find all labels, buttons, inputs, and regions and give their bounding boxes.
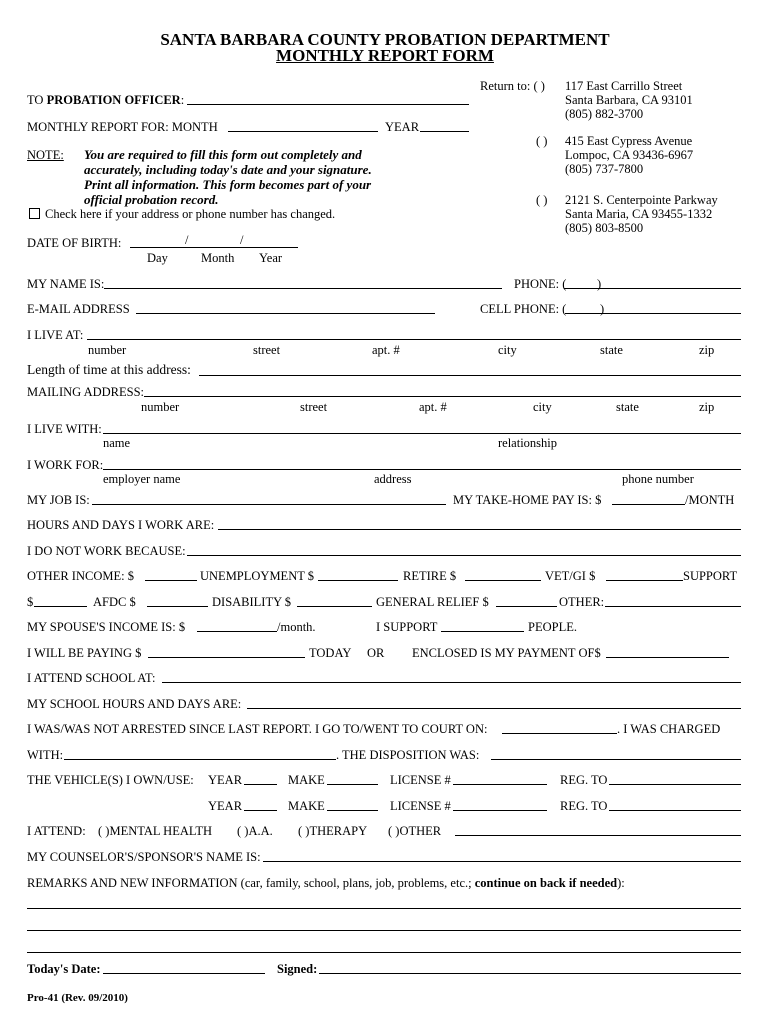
dob-field[interactable] bbox=[130, 247, 298, 248]
vehicle2-license-label: LICENSE # bbox=[390, 799, 451, 813]
retire-label: RETIRE $ bbox=[403, 569, 457, 583]
live-with-name: name bbox=[103, 436, 131, 450]
cell-field[interactable] bbox=[565, 313, 741, 314]
vehicle2-reg-label: REG. TO bbox=[560, 799, 608, 813]
office-checkbox-santa-maria[interactable]: ( ) bbox=[536, 193, 548, 207]
signature-field[interactable] bbox=[319, 973, 741, 974]
phone-label: PHONE: ( bbox=[514, 277, 567, 291]
year-label: YEAR bbox=[385, 120, 420, 134]
live-with-label: I LIVE WITH: bbox=[27, 422, 102, 436]
vehicle1-year-field[interactable] bbox=[244, 784, 277, 785]
vetgi-label: VET/GI $ bbox=[545, 569, 596, 583]
dob-slash-1: / bbox=[185, 233, 189, 247]
live-with-relationship: relationship bbox=[498, 436, 558, 450]
vehicle2-make-label: MAKE bbox=[288, 799, 325, 813]
form-number: Pro-41 (Rev. 09/2010) bbox=[27, 992, 128, 1004]
phone-field[interactable] bbox=[564, 288, 741, 289]
charge-field[interactable] bbox=[64, 759, 336, 760]
office-santa-maria: 2121 S. Centerpointe Parkway Santa Maria, CA 93455-1332 (805) 803-8500 bbox=[565, 193, 718, 235]
addr-apt: apt. # bbox=[372, 343, 400, 357]
charged-label: . I WAS CHARGED bbox=[617, 722, 721, 736]
dob-label: DATE OF BIRTH: bbox=[27, 236, 122, 250]
other-income-field[interactable] bbox=[145, 580, 197, 581]
note-label: NOTE: bbox=[27, 148, 64, 162]
name-label: MY NAME IS: bbox=[27, 277, 105, 291]
with-label: WITH: bbox=[27, 748, 64, 762]
hours-field[interactable] bbox=[218, 529, 741, 530]
general-relief-label: GENERAL RELIEF $ bbox=[376, 595, 489, 609]
general-relief-field[interactable] bbox=[496, 606, 557, 607]
job-field[interactable] bbox=[92, 504, 446, 505]
remarks-label: REMARKS AND NEW INFORMATION (car, family, school, plans, job, problems, etc.; continue on back if needed): bbox=[27, 876, 625, 890]
unemployment-label: UNEMPLOYMENT $ bbox=[200, 569, 315, 583]
vehicle2-year-label: YEAR bbox=[208, 799, 243, 813]
office-santa-barbara: 117 East Carrillo Street Santa Barbara, CA 93101 (805) 882-3700 bbox=[565, 79, 693, 121]
vehicle2-license-field[interactable] bbox=[453, 810, 547, 811]
enclosed-label: ENCLOSED IS MY PAYMENT OF$ bbox=[412, 646, 601, 660]
year-field[interactable] bbox=[420, 131, 469, 132]
not-work-field[interactable] bbox=[187, 555, 741, 556]
support-amount-field[interactable] bbox=[34, 606, 87, 607]
addr-city: city bbox=[498, 343, 517, 357]
disposition-field[interactable] bbox=[491, 759, 741, 760]
today-date-field[interactable] bbox=[103, 973, 265, 974]
paying-field[interactable] bbox=[148, 657, 305, 658]
to-officer-label: TO PROBATION OFFICER: bbox=[27, 93, 185, 107]
mail-apt: apt. # bbox=[419, 400, 447, 414]
hours-label: HOURS AND DAYS I WORK ARE: bbox=[27, 518, 215, 532]
dob-day: Day bbox=[147, 251, 168, 265]
not-work-label: I DO NOT WORK BECAUSE: bbox=[27, 544, 186, 558]
school-label: I ATTEND SCHOOL AT: bbox=[27, 671, 156, 685]
work-for-label: I WORK FOR: bbox=[27, 458, 104, 472]
spouse-label: MY SPOUSE'S INCOME IS: $ bbox=[27, 620, 186, 634]
other-option[interactable]: ( )OTHER bbox=[388, 824, 442, 838]
other-field[interactable] bbox=[605, 606, 741, 607]
per-month: /month. bbox=[277, 620, 316, 634]
job-label: MY JOB IS: bbox=[27, 493, 90, 507]
aa-option[interactable]: ( )A.A. bbox=[237, 824, 273, 838]
address-changed-checkbox[interactable] bbox=[29, 208, 40, 219]
court-date-field[interactable] bbox=[502, 733, 617, 734]
form-subtitle: MONTHLY REPORT FORM bbox=[276, 46, 494, 65]
unemployment-field[interactable] bbox=[318, 580, 398, 581]
form-title: SANTA BARBARA COUNTY PROBATION DEPARTMENT bbox=[160, 30, 610, 49]
mail-street: street bbox=[300, 400, 328, 414]
month-field[interactable] bbox=[228, 131, 378, 132]
school-field[interactable] bbox=[162, 682, 741, 683]
officer-field[interactable] bbox=[187, 104, 469, 105]
people-count-field[interactable] bbox=[441, 631, 524, 632]
attend-other-field[interactable] bbox=[455, 835, 741, 836]
address-changed-label: Check here if your address or phone number has changed. bbox=[45, 207, 336, 221]
dob-year: Year bbox=[259, 251, 283, 265]
email-field[interactable] bbox=[136, 313, 435, 314]
note-text: You are required to fill this form out completely and accurately, including today's date and your signature. Print all information. This form becomes part of your official probation record. bbox=[84, 147, 372, 207]
afdc-label: AFDC $ bbox=[93, 595, 136, 609]
i-support-label: I SUPPORT bbox=[376, 620, 438, 634]
disability-label: DISABILITY $ bbox=[212, 595, 292, 609]
vehicle1-license-label: LICENSE # bbox=[390, 773, 451, 787]
take-home-label: MY TAKE-HOME PAY IS: $ bbox=[453, 493, 602, 507]
spouse-field[interactable] bbox=[197, 631, 277, 632]
vehicles-label: THE VEHICLE(S) I OWN/USE: bbox=[27, 773, 194, 787]
remarks-line-2[interactable] bbox=[27, 930, 741, 931]
vehicle1-make-field[interactable] bbox=[327, 784, 378, 785]
retire-field[interactable] bbox=[465, 580, 541, 581]
therapy-option[interactable]: ( )THERAPY bbox=[298, 824, 368, 838]
return-to-label: Return to: ( ) bbox=[480, 79, 545, 93]
counselor-field[interactable] bbox=[263, 861, 741, 862]
counselor-label: MY COUNSELOR'S/SPONSOR'S NAME IS: bbox=[27, 850, 261, 864]
vetgi-field[interactable] bbox=[606, 580, 683, 581]
work-address: address bbox=[374, 472, 412, 486]
today-date-label: Today's Date: bbox=[27, 962, 101, 976]
support-dollar: $ bbox=[27, 595, 34, 609]
addr-number: number bbox=[88, 343, 127, 357]
disposition-label: . THE DISPOSITION WAS: bbox=[336, 748, 480, 762]
name-field[interactable] bbox=[104, 288, 502, 289]
live-at-field[interactable] bbox=[87, 339, 741, 340]
mailing-label: MAILING ADDRESS: bbox=[27, 385, 145, 399]
vehicle1-year-label: YEAR bbox=[208, 773, 243, 787]
school-hours-label: MY SCHOOL HOURS AND DAYS ARE: bbox=[27, 697, 242, 711]
email-label: E-MAIL ADDRESS bbox=[27, 302, 130, 316]
vehicle1-license-field[interactable] bbox=[453, 784, 547, 785]
vehicle1-make-label: MAKE bbox=[288, 773, 325, 787]
attend-label: I ATTEND: bbox=[27, 824, 86, 838]
remarks-line-3[interactable] bbox=[27, 952, 741, 953]
signed-label: Signed: bbox=[277, 962, 318, 976]
length-label: Length of time at this address: bbox=[27, 362, 191, 377]
live-at-label: I LIVE AT: bbox=[27, 328, 84, 342]
office-lompoc: 415 East Cypress Avenue Lompoc, CA 93436-6967 (805) 737-7800 bbox=[565, 134, 694, 176]
dob-month: Month bbox=[201, 251, 235, 265]
take-home-field[interactable] bbox=[612, 504, 685, 505]
cell-close: ) bbox=[600, 302, 605, 316]
month-label: MONTHLY REPORT FOR: MONTH bbox=[27, 120, 218, 134]
other-label: OTHER: bbox=[559, 595, 605, 609]
cell-label: CELL PHONE: ( bbox=[480, 302, 567, 316]
mail-zip: zip bbox=[699, 400, 715, 414]
length-field[interactable] bbox=[199, 375, 741, 376]
addr-zip: zip bbox=[699, 343, 715, 357]
vehicle2-year-field[interactable] bbox=[244, 810, 277, 811]
vehicle1-reg-field[interactable] bbox=[609, 784, 741, 785]
mail-city: city bbox=[533, 400, 552, 414]
remarks-line-1[interactable] bbox=[27, 908, 741, 909]
mailing-field[interactable] bbox=[144, 396, 741, 397]
addr-state: state bbox=[600, 343, 623, 357]
support-label: SUPPORT bbox=[683, 569, 738, 583]
people-label: PEOPLE. bbox=[528, 620, 577, 634]
school-hours-field[interactable] bbox=[247, 708, 741, 709]
today-label: TODAY bbox=[309, 646, 352, 660]
enclosed-field[interactable] bbox=[606, 657, 729, 658]
take-home-month: /MONTH bbox=[685, 493, 735, 507]
paying-label: I WILL BE PAYING $ bbox=[27, 646, 142, 660]
arrested-label: I WAS/WAS NOT ARRESTED SINCE LAST REPORT. I GO TO/WENT TO COURT ON: bbox=[27, 722, 488, 736]
work-employer: employer name bbox=[103, 472, 181, 486]
office-checkbox-lompoc[interactable]: ( ) bbox=[536, 134, 548, 148]
dob-slash-2: / bbox=[240, 233, 244, 247]
vehicle2-reg-field[interactable] bbox=[609, 810, 741, 811]
mail-state: state bbox=[616, 400, 639, 414]
phone-close: ) bbox=[597, 277, 602, 291]
vehicle1-reg-label: REG. TO bbox=[560, 773, 608, 787]
other-income-label: OTHER INCOME: $ bbox=[27, 569, 134, 583]
disability-field[interactable] bbox=[297, 606, 372, 607]
mail-number: number bbox=[141, 400, 180, 414]
work-for-field[interactable] bbox=[103, 469, 741, 470]
addr-street: street bbox=[253, 343, 281, 357]
vehicle2-make-field[interactable] bbox=[327, 810, 378, 811]
or-label: OR bbox=[367, 646, 385, 660]
work-phone: phone number bbox=[622, 472, 694, 486]
afdc-field[interactable] bbox=[147, 606, 208, 607]
mental-health-option[interactable]: ( )MENTAL HEALTH bbox=[98, 824, 213, 838]
live-with-field[interactable] bbox=[103, 433, 741, 434]
